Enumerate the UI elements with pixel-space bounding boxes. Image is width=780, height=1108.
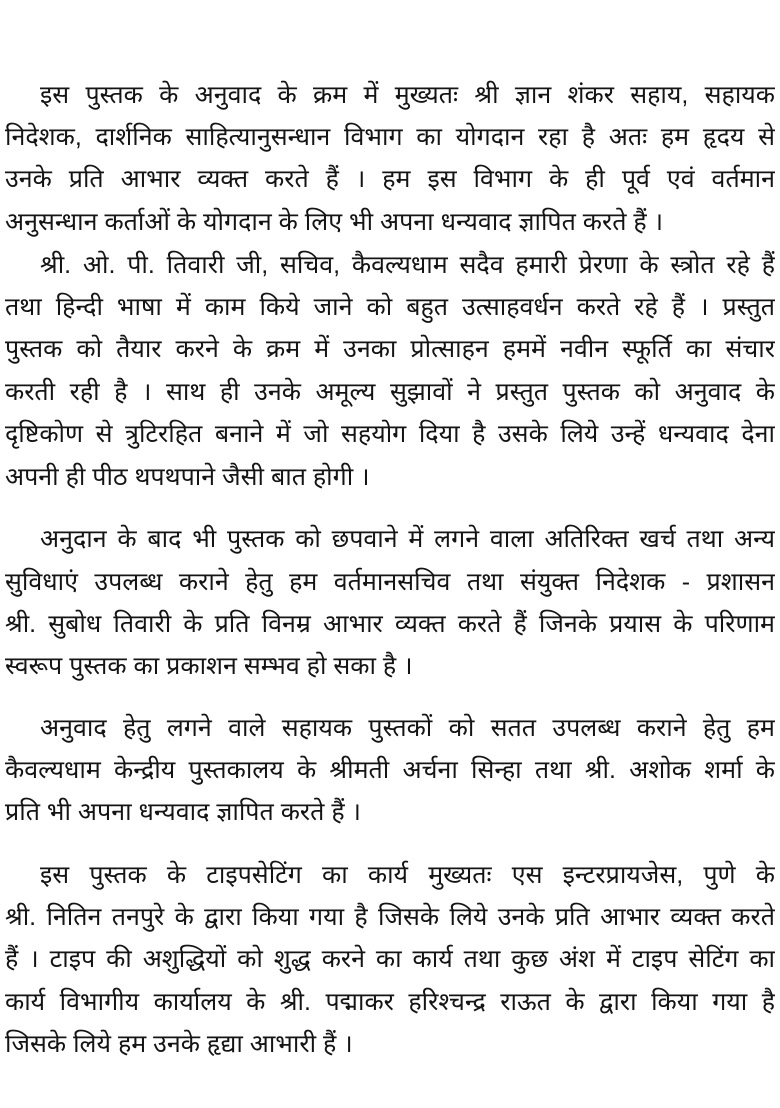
text-line: सुविधाएं उपलब्ध कराने हेतु हम वर्तमानसचिव तथा संयुक्त निदेशक - प्रशासन	[5, 568, 775, 596]
text-line: स्वरूप पुस्तक का प्रकाशन सम्भव हो सका है ।	[5, 652, 413, 680]
text-line: अनुवाद हेतु लगने वाले सहायक पुस्तकों को सतत उपलब्ध कराने हेतु हम	[40, 714, 775, 742]
text-line: इस पुस्तक के टाइपसेटिंग का कार्य मुख्यतः एस इन्टरप्रायजेस, पुणे के	[40, 861, 775, 889]
text-line: पुस्तक को तैयार करने के क्रम में उनका प्रोत्साहन हममें नवीन स्फूर्ति का संचार	[5, 335, 775, 363]
text-line: अनुसन्धान कर्ताओं के योगदान के लिए भी अपना धन्यवाद ज्ञापित करते हैं ।	[5, 208, 664, 236]
text-line: प्रति भी अपना धन्यवाद ज्ञापित करते हैं ।	[5, 798, 362, 826]
text-line: निदेशक, दार्शनिक साहित्यानुसन्धान विभाग का योगदान रहा है अतः हम हृदय से	[5, 123, 775, 151]
text-line: तथा हिन्दी भाषा में काम किये जाने को बहुत उत्साहवर्धन करते रहे हैं । प्रस्तुत	[5, 293, 775, 321]
text-line: दृष्टिकोण से त्रुटिरहित बनाने में जो सहयोग दिया है उसके लिये उन्हें धन्यवाद देना	[5, 420, 775, 448]
text-line: श्री. ओ. पी. तिवारी जी, सचिव, कैवल्यधाम सदैव हमारी प्रेरणा के स्त्रोत रहे हैं	[40, 251, 775, 279]
text-line: इस पुस्तक के अनुवाद के क्रम में मुख्यतः श्री ज्ञान शंकर सहाय, सहायक	[40, 81, 775, 109]
text-line: श्री. नितिन तनपुरे के द्वारा किया गया है जिसके लिये उनके प्रति आभार व्यक्त करते	[5, 903, 775, 931]
text-line: कार्य विभागीय कार्यालय के श्री. पद्माकर हरिश्चन्द्र राऊत के द्वारा किया गया है	[5, 988, 775, 1016]
text-line: श्री. सुबोध तिवारी के प्रति विनम्र आभार व्यक्त करते हैं जिनके प्रयास के परिणाम	[5, 610, 775, 638]
text-line: जिसके लिये हम उनके हृद्या आभारी हैं ।	[5, 1030, 353, 1058]
text-line: अनुदान के बाद भी पुस्तक को छपवाने में लगने वाला अतिरिक्त खर्च तथा अन्य	[40, 525, 775, 553]
text-line: अपनी ही पीठ थपथपाने जैसी बात होगी ।	[5, 463, 370, 491]
text-line: उनके प्रति आभार व्यक्त करते हैं । हम इस विभाग के ही पूर्व एवं वर्तमान	[5, 165, 775, 193]
text-line: हैं । टाइप की अशुद्धियों को शुद्ध करने का कार्य तथा कुछ अंश में टाइप सेटिंग का	[5, 945, 775, 973]
text-line: कैवल्यधाम केन्द्रीय पुस्तकालय के श्रीमती अर्चना सिन्हा तथा श्री. अशोक शर्मा के	[5, 756, 775, 784]
text-line: करती रही है । साथ ही उनके अमूल्य सुझावों ने प्रस्तुत पुस्तक को अनुवाद के	[5, 378, 775, 406]
